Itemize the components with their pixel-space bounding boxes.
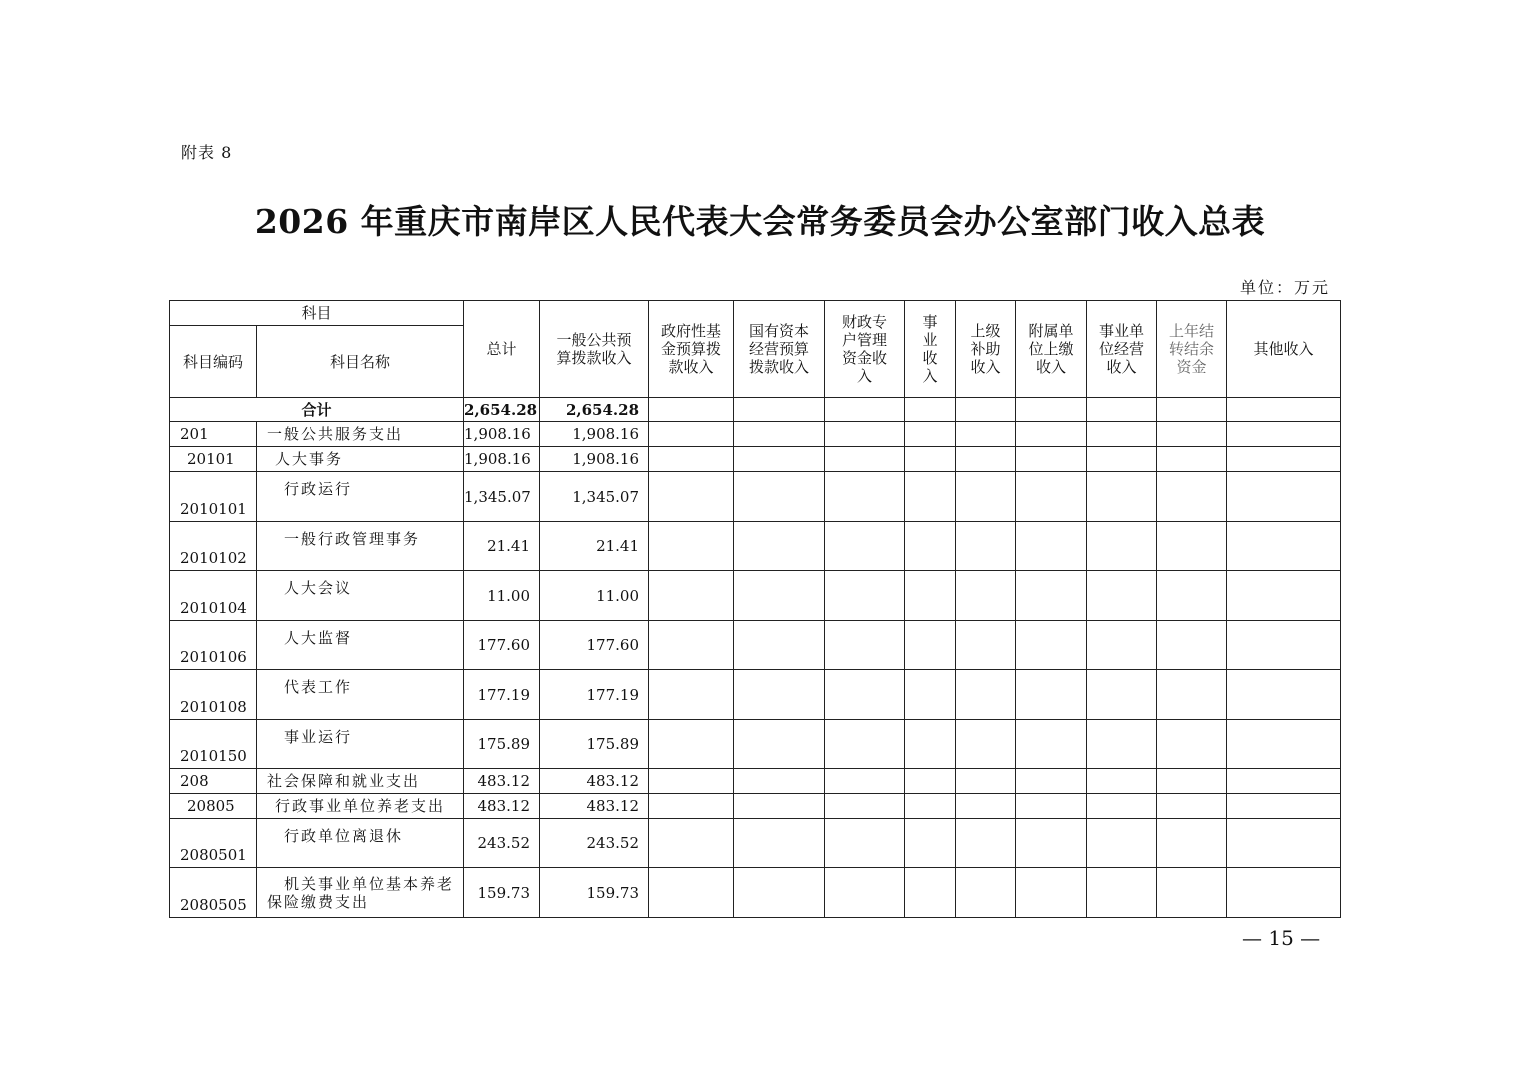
general-cell: 483.12	[540, 769, 649, 794]
header-affiliated-remit: 附属单位上缴收入	[1016, 301, 1087, 398]
total-label: 合计	[170, 398, 464, 422]
total-cell: 11.00	[464, 571, 540, 621]
header-business-income: 事业收入	[905, 301, 956, 398]
general-cell: 177.60	[540, 621, 649, 670]
total-cell: 1,908.16	[464, 447, 540, 472]
table-row	[170, 794, 1341, 819]
subject-code: 2010108	[170, 670, 257, 720]
subject-code: 2010102	[170, 522, 257, 571]
table-row	[170, 868, 1341, 918]
total-value: 2,654.28	[464, 398, 540, 422]
subject-name: 事业运行	[257, 720, 464, 769]
general-cell: 483.12	[540, 794, 649, 819]
table-row	[170, 819, 1341, 868]
subject-code: 208	[170, 769, 257, 794]
total-cell: 1,908.16	[464, 422, 540, 447]
subject-name-line2: 保险缴费支出	[267, 892, 370, 911]
header-business-operating: 事业单位经营收入	[1087, 301, 1157, 398]
table-row	[170, 472, 1341, 522]
table-row	[170, 571, 1341, 621]
income-summary-table	[169, 300, 1341, 918]
subject-name: 一般行政管理事务	[257, 522, 464, 571]
subject-name: 行政单位离退休	[257, 819, 464, 868]
subject-code: 2010104	[170, 571, 257, 621]
table-row	[170, 522, 1341, 571]
subject-code: 2080505	[170, 868, 257, 918]
total-cell: 177.60	[464, 621, 540, 670]
table-row	[170, 621, 1341, 670]
subject-code: 201	[170, 422, 257, 447]
header-subject-name: 科目名称	[257, 326, 464, 398]
subject-name	[257, 868, 464, 918]
subject-name: 行政事业单位养老支出	[257, 794, 464, 819]
general-cell: 243.52	[540, 819, 649, 868]
general-cell: 159.73	[540, 868, 649, 918]
header-gov-fund-budget: 政府性基金预算拨款收入	[649, 301, 734, 398]
header-general-public-budget: 一般公共预算拨款收入	[540, 301, 649, 398]
total-cell: 21.41	[464, 522, 540, 571]
total-cell: 177.19	[464, 670, 540, 720]
header-superior-subsidy: 上级补助收入	[956, 301, 1016, 398]
general-cell: 1,345.07	[540, 472, 649, 522]
general-cell: 175.89	[540, 720, 649, 769]
table-row	[170, 720, 1341, 769]
table-row	[170, 769, 1341, 794]
header-carryover: 上年结转结余资金	[1157, 301, 1227, 398]
page-title: 2026 年重庆市南岸区人民代表大会常务委员会办公室部门收入总表	[254, 202, 1266, 241]
general-cell: 21.41	[540, 522, 649, 571]
subject-code: 2010106	[170, 621, 257, 670]
header-other-income: 其他收入	[1227, 301, 1341, 398]
total-cell: 483.12	[464, 769, 540, 794]
unit-label: 单位：万元	[1239, 278, 1330, 297]
header-subject: 科目	[170, 301, 464, 326]
general-cell: 1,908.16	[540, 422, 649, 447]
total-cell: 175.89	[464, 720, 540, 769]
subject-code: 20805	[170, 794, 257, 819]
general-cell: 11.00	[540, 571, 649, 621]
subject-name: 人大会议	[257, 571, 464, 621]
header-subject-code: 科目编码	[170, 326, 257, 398]
total-cell: 243.52	[464, 819, 540, 868]
subject-name: 人大事务	[257, 447, 464, 472]
general-cell: 1,908.16	[540, 447, 649, 472]
header-row-1	[170, 301, 1341, 326]
subject-name: 人大监督	[257, 621, 464, 670]
subject-code: 2010101	[170, 472, 257, 522]
page-number: — 15 —	[1242, 926, 1321, 950]
table-row	[170, 670, 1341, 720]
total-cell: 1,345.07	[464, 472, 540, 522]
total-cell: 483.12	[464, 794, 540, 819]
header-state-capital-budget: 国有资本经营预算拨款收入	[734, 301, 825, 398]
subject-code: 2010150	[170, 720, 257, 769]
subject-name: 一般公共服务支出	[257, 422, 464, 447]
header-special-account: 财政专户管理资金收入	[825, 301, 905, 398]
total-general-value: 2,654.28	[540, 398, 649, 422]
table-row	[170, 422, 1341, 447]
attachment-label: 附表 8	[181, 143, 233, 162]
subject-name: 社会保障和就业支出	[257, 769, 464, 794]
subject-code: 2080501	[170, 819, 257, 868]
subject-name: 代表工作	[257, 670, 464, 720]
table-row	[170, 447, 1341, 472]
total-cell: 159.73	[464, 868, 540, 918]
subject-code: 20101	[170, 447, 257, 472]
subject-name-line1: 机关事业单位基本养老	[284, 874, 455, 893]
total-row	[170, 398, 1341, 422]
header-total: 总计	[464, 301, 540, 398]
general-cell: 177.19	[540, 670, 649, 720]
subject-name: 行政运行	[257, 472, 464, 522]
